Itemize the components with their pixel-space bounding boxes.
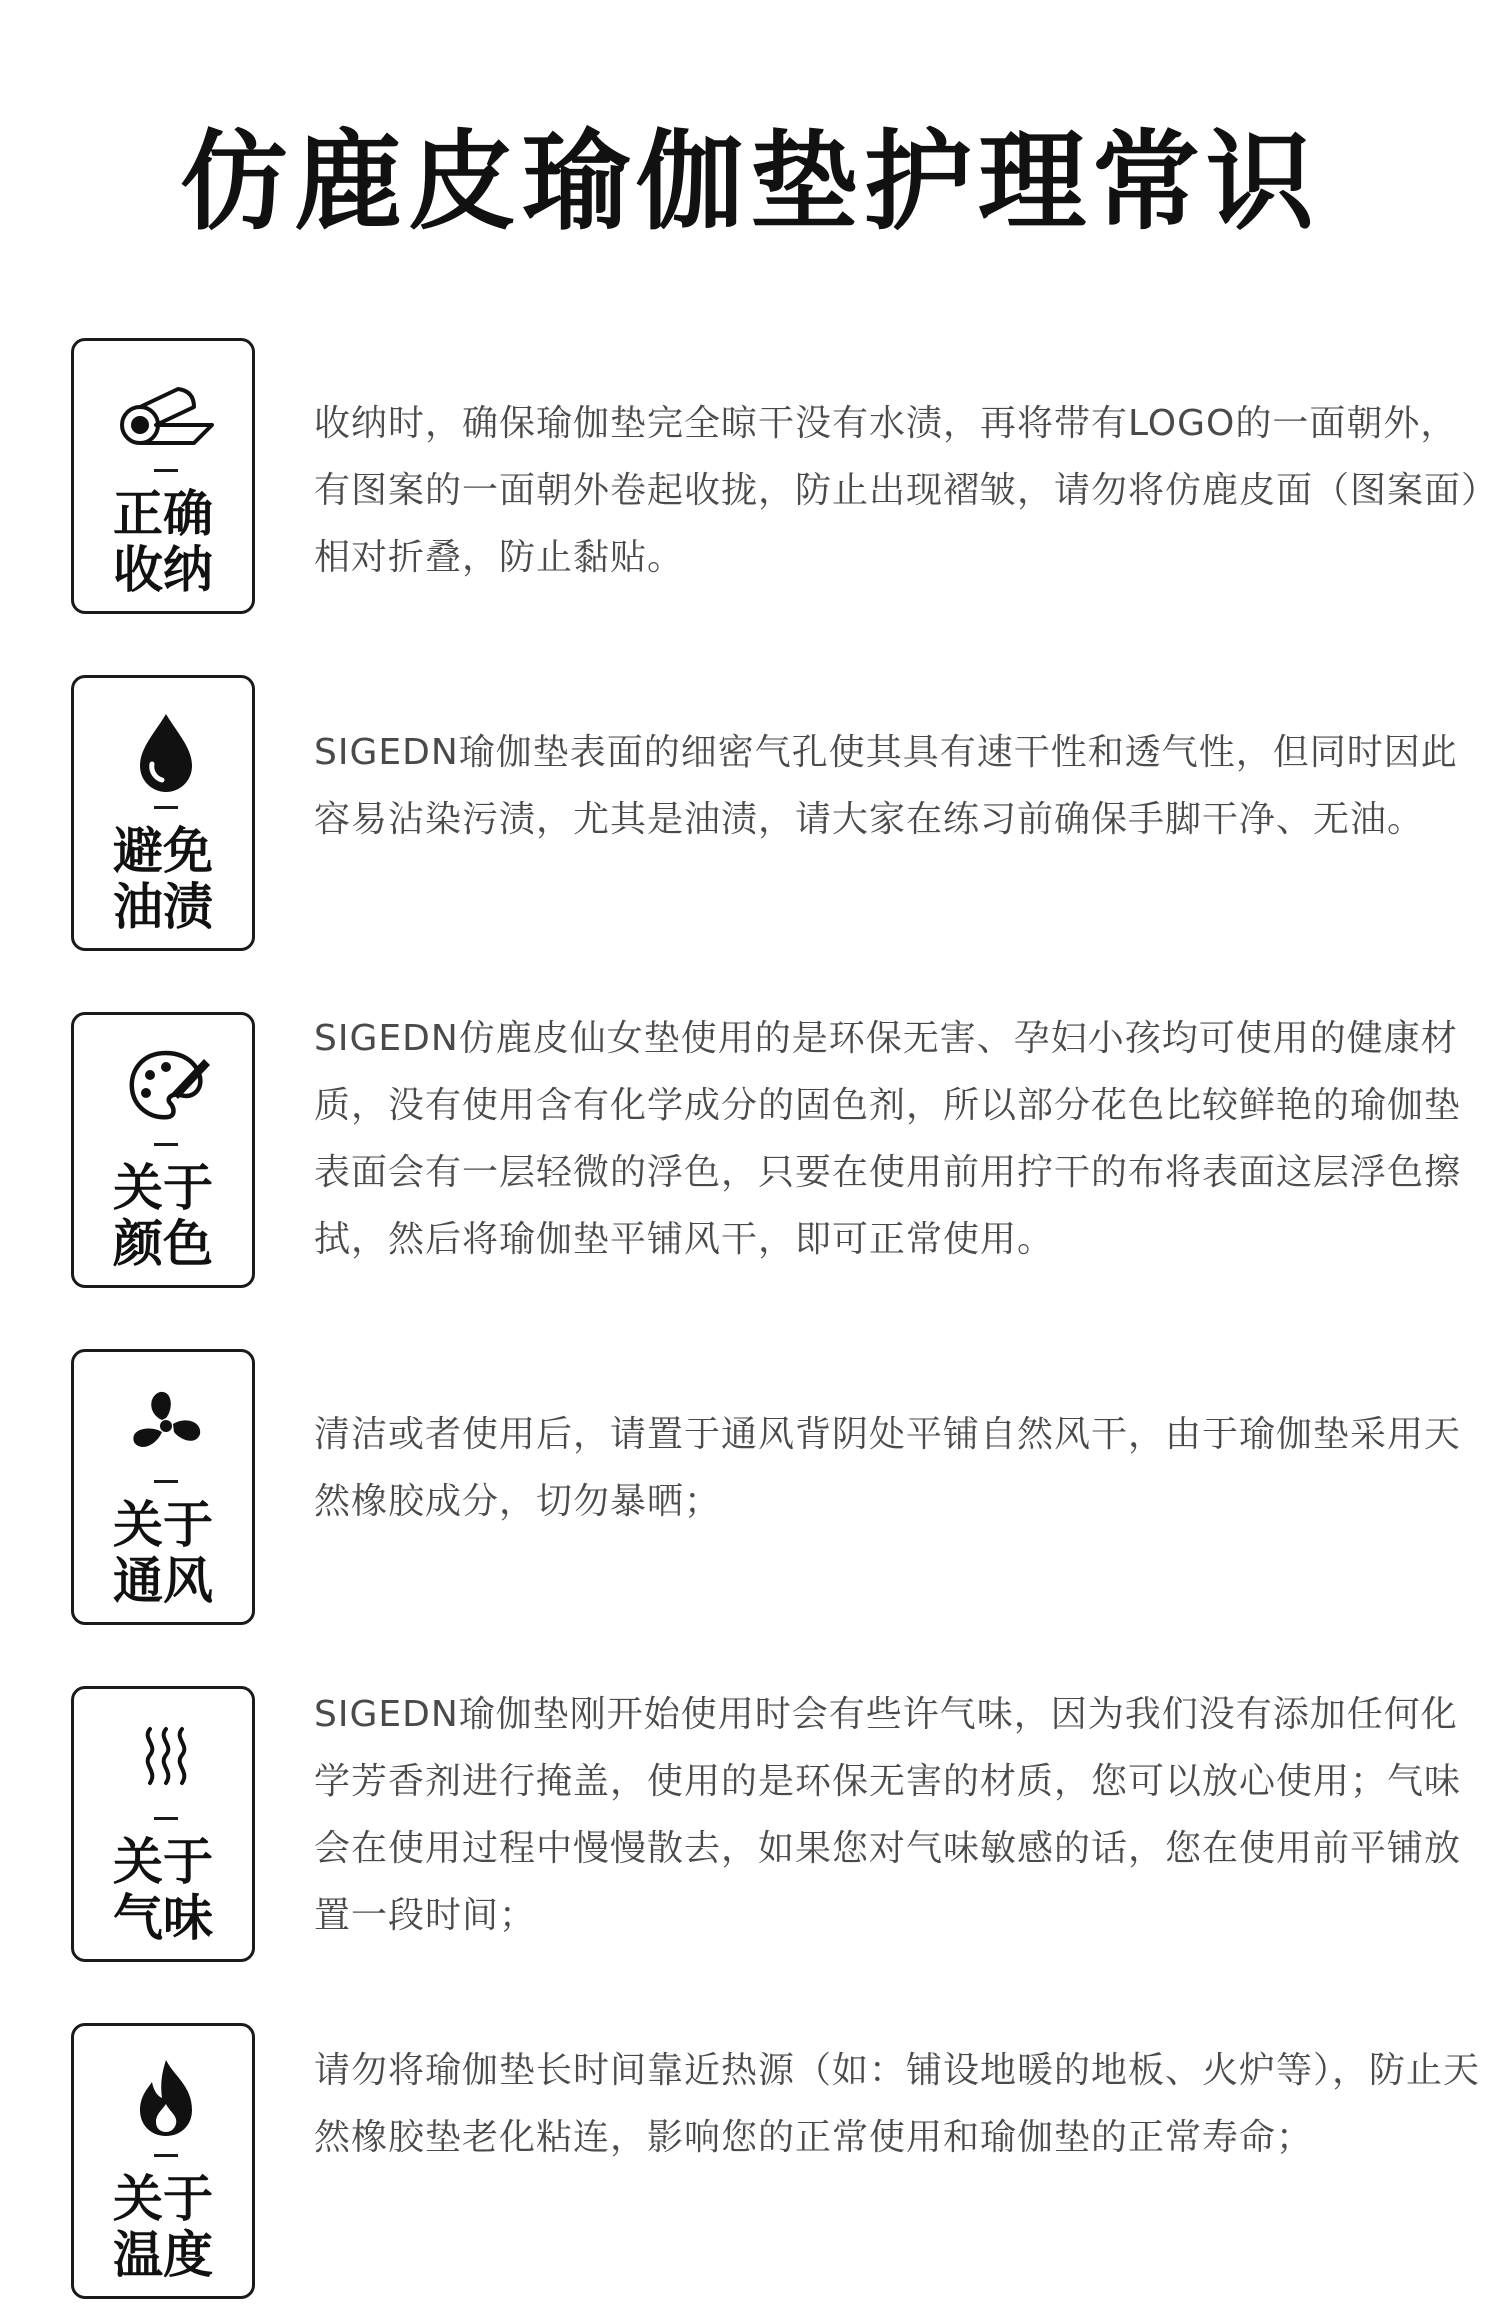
label-line-2: 油渍 bbox=[113, 878, 213, 936]
label-line-2: 气味 bbox=[113, 1889, 213, 1947]
icon-box-storage bbox=[71, 338, 255, 614]
label-line-1: 关于 bbox=[113, 1496, 213, 1554]
icon-box-ventilation bbox=[71, 1349, 255, 1625]
section-label bbox=[74, 1497, 252, 1609]
label-line-1: 关于 bbox=[113, 1159, 213, 1217]
section-description: SIGEDN瑜伽垫表面的细密气孔使其具有速干性和透气性，但同时因此容易沾染污渍，尤其是油渍，请大家在练习前确保手脚干净、无油。 bbox=[314, 732, 1458, 840]
divider-dash bbox=[154, 2154, 178, 2157]
label-line-2: 通风 bbox=[113, 1552, 213, 1610]
label-line-1: 关于 bbox=[113, 1833, 213, 1891]
section-label bbox=[74, 2171, 252, 2283]
divider-dash bbox=[154, 1480, 178, 1483]
divider-dash bbox=[154, 1817, 178, 1820]
icon-box-temperature bbox=[71, 2023, 255, 2299]
fan-icon bbox=[116, 1374, 216, 1474]
icon-box-color bbox=[71, 1012, 255, 1288]
odor-waves-icon bbox=[116, 1711, 216, 1811]
section-label bbox=[74, 486, 252, 598]
label-line-1: 避免 bbox=[113, 822, 213, 880]
label-line-1: 关于 bbox=[113, 2170, 213, 2228]
divider-dash bbox=[154, 469, 178, 472]
divider-dash bbox=[154, 1143, 178, 1146]
label-line-2: 收纳 bbox=[113, 541, 213, 599]
section-description: 请勿将瑜伽垫长时间靠近热源（如：铺设地暖的地板、火炉等），防止天然橡胶垫老化粘连，影响您的正常使用和瑜伽垫的正常寿命； bbox=[314, 2050, 1481, 2158]
palette-icon bbox=[116, 1037, 216, 1137]
section-description: SIGEDN仿鹿皮仙女垫使用的是环保无害、孕妇小孩均可使用的健康材质，没有使用含有化学成分的固色剂，所以部分花色比较鲜艳的瑜伽垫表面会有一层轻微的浮色，只要在使用前用拧干的布将表面这层浮色擦拭，然后将瑜伽垫平铺风干，即可正常使用。 bbox=[314, 1018, 1462, 1260]
label-line-2: 温度 bbox=[113, 2226, 213, 2284]
flame-icon bbox=[116, 2048, 216, 2148]
section-description: SIGEDN瑜伽垫刚开始使用时会有些许气味，因为我们没有添加任何化学芳香剂进行掩盖，使用的是环保无害的材质，您可以放心使用；气味会在使用过程中慢慢散去，如果您对气味敏感的话，您在使用前平铺放置一段时间； bbox=[314, 1694, 1462, 1936]
section-label bbox=[74, 1160, 252, 1272]
oil-drop-icon bbox=[116, 700, 216, 800]
rolled-mat-icon bbox=[116, 363, 216, 463]
section-description: 收纳时，确保瑜伽垫完全晾干没有水渍，再将带有LOGO的一面朝外，有图案的一面朝外卷起收拢，防止出现褶皱，请勿将仿鹿皮面（图案面）相对折叠，防止黏贴。 bbox=[314, 403, 1481, 578]
divider-dash bbox=[154, 806, 178, 809]
icon-box-oil bbox=[71, 675, 255, 951]
label-line-1: 正确 bbox=[113, 485, 213, 543]
label-line-2: 颜色 bbox=[113, 1215, 213, 1273]
section-description: 清洁或者使用后，请置于通风背阴处平铺自然风干，由于瑜伽垫采用天然橡胶成分，切勿暴晒； bbox=[314, 1414, 1462, 1522]
section-label bbox=[74, 823, 252, 935]
page-title: 仿鹿皮瑜伽垫护理常识 bbox=[179, 120, 1320, 245]
icon-box-odor bbox=[71, 1686, 255, 1962]
section-label bbox=[74, 1834, 252, 1946]
